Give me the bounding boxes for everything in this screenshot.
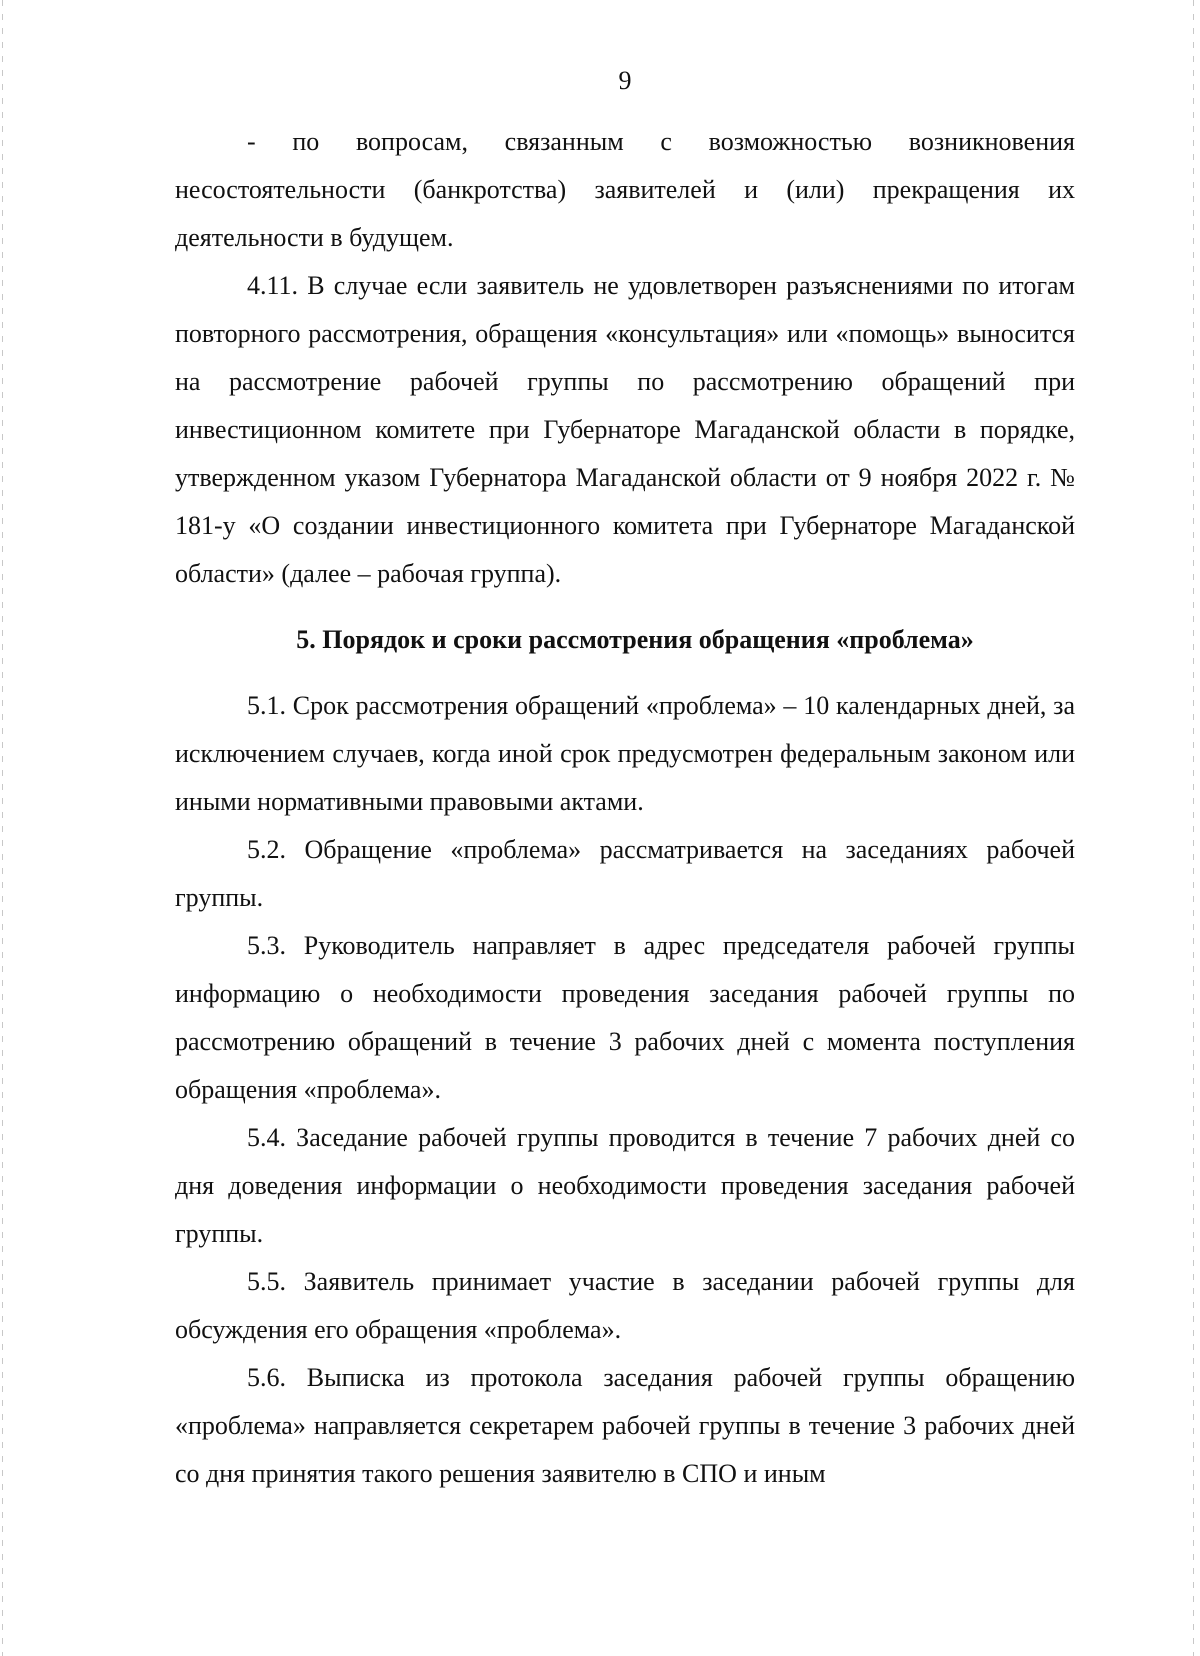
- paragraph-5-1: 5.1. Срок рассмотрения обращений «проблема» – 10 календарных дней, за исключением случаев, когда иной срок предусмотрен федеральным законом или иными нормативными правовыми актами.: [175, 691, 1075, 816]
- paragraph-5-5: 5.5. Заявитель принимает участие в заседании рабочей группы для обсуждения его обращения «проблема».: [175, 1267, 1075, 1344]
- paragraph-5-3: 5.3. Руководитель направляет в адрес председателя рабочей группы информацию о необходимости проведения заседания рабочей группы по рассмотрению обращений в течение 3 рабочих дней с момента поступления обращения «проблема».: [175, 931, 1075, 1104]
- page-number: 9: [618, 66, 632, 95]
- paragraph-5-6: 5.6. Выписка из протокола заседания рабочей группы обращению «проблема» направляется секретарем рабочей группы в течение 3 рабочих дней со дня принятия такого решения заявителю в СПО и иным: [175, 1363, 1075, 1488]
- scan-edge-right: [1193, 0, 1194, 1656]
- section-heading-5: 5. Порядок и сроки рассмотрения обращения «проблема»: [296, 625, 974, 654]
- paragraph-5-2: 5.2. Обращение «проблема» рассматривается на заседаниях рабочей группы.: [175, 835, 1075, 912]
- scan-edge-left: [2, 0, 3, 1656]
- document-body: [175, 118, 1075, 1498]
- paragraph-bankruptcy-item: - по вопросам, связанным с возможностью возникновения несостоятельности (банкротства) заявителей и (или) прекращения их деятельности в будущем.: [175, 127, 1075, 252]
- paragraph-4-11: 4.11. В случае если заявитель не удовлетворен разъяснениями по итогам повторного рассмотрения, обращения «консультация» или «помощь» выносится на рассмотрение рабочей группы по рассмотрению обращений при инвестиционном комитете при Губернаторе Магаданской области в порядке, утвержденном указом Губернатора Магаданской области от 9 ноября 2022 г. № 181-у «О создании инвестиционного комитета при Губернаторе Магаданской области» (далее – рабочая группа).: [175, 271, 1075, 588]
- paragraph-5-4: 5.4. Заседание рабочей группы проводится в течение 7 рабочих дней со дня доведения информации о необходимости проведения заседания рабочей группы.: [175, 1123, 1075, 1248]
